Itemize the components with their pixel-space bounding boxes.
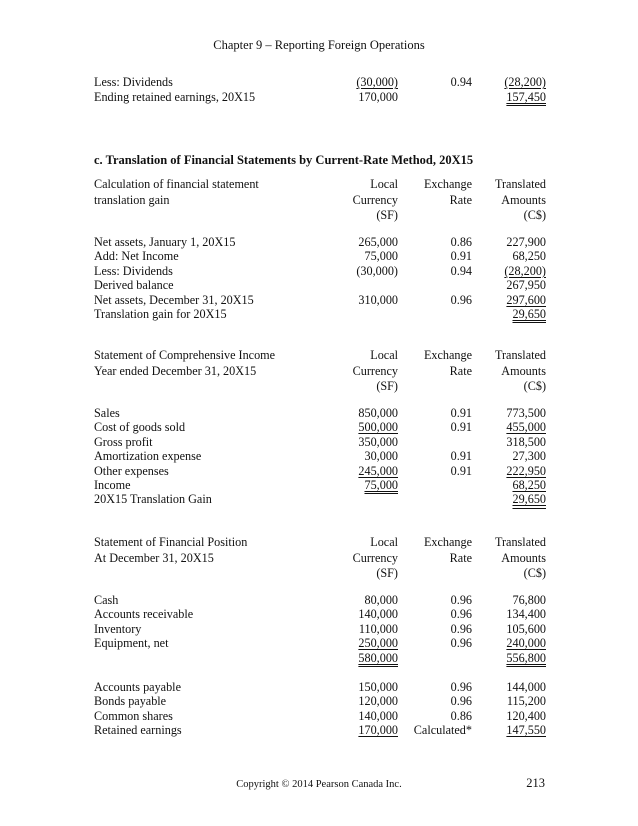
- exchange-rate-cell: 0.91: [450, 449, 472, 464]
- table-row: [94, 235, 546, 249]
- table-row: [94, 709, 546, 723]
- translated-amount-cell: Translated: [494, 177, 546, 191]
- table-row: [94, 607, 546, 621]
- translated-amount-cell: 227,900: [506, 235, 546, 249]
- table-row: [94, 593, 546, 607]
- translated-amount-cell: Amounts: [501, 363, 546, 378]
- translated-amount-cell: 773,500: [506, 406, 546, 420]
- local-currency-cell: 30,000: [364, 449, 398, 464]
- table-row: [94, 379, 546, 393]
- table-row: [94, 566, 546, 580]
- table-row: [94, 249, 546, 263]
- row-label: Bonds payable: [94, 694, 167, 709]
- row-label: translation gain: [94, 192, 170, 207]
- row-label: Income: [94, 478, 131, 492]
- translated-amount-cell: 147,550: [506, 723, 546, 738]
- local-currency-cell: 245,000: [358, 463, 398, 478]
- row-label: Net assets, January 1, 20X15: [94, 235, 236, 249]
- translated-amount-cell: 318,500: [506, 434, 546, 449]
- table-row: [94, 651, 546, 665]
- row-label: Cash: [94, 593, 119, 607]
- table-row: [94, 535, 546, 549]
- local-currency-cell: 580,000: [358, 650, 398, 665]
- exchange-rate-cell: 0.86: [450, 235, 472, 249]
- table-row: [94, 177, 546, 191]
- row-label: Common shares: [94, 708, 173, 723]
- translated-amount-cell: 267,950: [506, 278, 546, 293]
- translated-amount-cell: 29,650: [512, 492, 546, 507]
- table-row: [94, 449, 546, 463]
- local-currency-cell: (30,000): [356, 75, 398, 89]
- section-c-title: c. Translation of Financial Statements by Current-Rate Method, 20X15: [94, 153, 474, 167]
- exchange-rate-cell: 0.96: [450, 636, 472, 651]
- exchange-rate-cell: 0.96: [450, 607, 472, 622]
- row-label: Ending retained earnings, 20X15: [94, 90, 256, 104]
- local-currency-cell: 265,000: [358, 235, 398, 249]
- row-label: Equipment, net: [94, 636, 169, 651]
- translated-amount-cell: (28,200): [504, 75, 546, 89]
- local-currency-cell: 170,000: [358, 90, 398, 104]
- table-row: [94, 694, 546, 708]
- translated-amount-cell: 222,950: [506, 463, 546, 478]
- table-row: [94, 420, 546, 434]
- exchange-rate-cell: 0.96: [450, 593, 472, 607]
- exchange-rate-cell: 0.91: [450, 420, 472, 435]
- table-row: [94, 307, 546, 321]
- row-label: Less: Dividends: [94, 263, 173, 278]
- table-row: [94, 90, 546, 104]
- exchange-rate-cell: 0.96: [450, 292, 472, 307]
- translated-amount-cell: (28,200): [504, 263, 546, 278]
- translated-amount-cell: 144,000: [506, 680, 546, 694]
- exchange-rate-cell: 0.91: [450, 463, 472, 478]
- table-row: [94, 723, 546, 737]
- table-row: [94, 435, 546, 449]
- local-currency-cell: 120,000: [358, 694, 398, 709]
- translated-amount-cell: 455,000: [506, 420, 546, 435]
- local-currency-cell: Local: [370, 177, 398, 191]
- translated-amount-cell: 76,800: [512, 593, 546, 607]
- exchange-rate-cell: Calculated*: [413, 723, 472, 738]
- exchange-rate-cell: Rate: [449, 550, 472, 565]
- translated-amount-cell: Amounts: [501, 192, 546, 207]
- table-row: [94, 348, 546, 362]
- page-number: 213: [526, 776, 545, 790]
- row-label: Less: Dividends: [94, 75, 173, 89]
- translated-amount-cell: (C$): [523, 566, 546, 580]
- row-label: Amortization expense: [94, 449, 202, 464]
- table-row: [94, 264, 546, 278]
- row-label: Net assets, December 31, 20X15: [94, 292, 254, 307]
- local-currency-cell: Local: [370, 535, 398, 549]
- local-currency-cell: 350,000: [358, 434, 398, 449]
- row-label: Year ended December 31, 20X15: [94, 363, 257, 378]
- row-label: Translation gain for 20X15: [94, 307, 227, 321]
- table-row: [94, 622, 546, 636]
- table-row: [94, 680, 546, 694]
- local-currency-cell: (30,000): [356, 263, 398, 278]
- translated-amount-cell: 115,200: [506, 694, 546, 709]
- table-row: [94, 551, 546, 565]
- translated-amount-cell: (C$): [523, 208, 546, 222]
- row-label: Gross profit: [94, 434, 153, 449]
- translated-amount-cell: 240,000: [506, 636, 546, 651]
- translated-amount-cell: 120,400: [506, 708, 546, 723]
- local-currency-cell: Currency: [352, 550, 398, 565]
- row-label: Statement of Comprehensive Income: [94, 348, 276, 362]
- table-row: [94, 478, 546, 492]
- row-label: Calculation of financial statement: [94, 177, 259, 191]
- translated-amount-cell: Translated: [494, 348, 546, 362]
- translated-amount-cell: 105,600: [506, 621, 546, 636]
- exchange-rate-cell: 0.86: [450, 708, 472, 723]
- table-row: [94, 406, 546, 420]
- translated-amount-cell: 68,250: [512, 478, 546, 492]
- exchange-rate-cell: 0.94: [450, 263, 472, 278]
- local-currency-cell: 110,000: [358, 621, 398, 636]
- table-row: [94, 636, 546, 650]
- row-label: Cost of goods sold: [94, 420, 186, 435]
- table-row: [94, 208, 546, 222]
- row-label: Accounts receivable: [94, 607, 194, 622]
- row-label: Inventory: [94, 621, 142, 636]
- local-currency-cell: (SF): [376, 208, 398, 222]
- translated-amount-cell: 29,650: [512, 307, 546, 321]
- table-row: [94, 293, 546, 307]
- local-currency-cell: 310,000: [358, 292, 398, 307]
- translated-amount-cell: Amounts: [501, 550, 546, 565]
- row-label: At December 31, 20X15: [94, 550, 214, 565]
- row-label: 20X15 Translation Gain: [94, 492, 212, 507]
- local-currency-cell: 75,000: [364, 249, 398, 264]
- local-currency-cell: Currency: [352, 192, 398, 207]
- translated-amount-cell: 157,450: [506, 90, 546, 104]
- local-currency-cell: 500,000: [358, 420, 398, 435]
- exchange-rate-cell: 0.96: [450, 694, 472, 709]
- row-label: Statement of Financial Position: [94, 535, 248, 549]
- local-currency-cell: 850,000: [358, 406, 398, 420]
- local-currency-cell: 140,000: [358, 708, 398, 723]
- translated-amount-cell: 134,400: [506, 607, 546, 622]
- table-row: [94, 364, 546, 378]
- translated-amount-cell: Translated: [494, 535, 546, 549]
- translated-amount-cell: 556,800: [506, 650, 546, 665]
- exchange-rate-cell: 0.91: [450, 249, 472, 264]
- local-currency-cell: 250,000: [358, 636, 398, 651]
- translated-amount-cell: (C$): [523, 379, 546, 393]
- local-currency-cell: 140,000: [358, 607, 398, 622]
- translated-amount-cell: 297,600: [506, 292, 546, 307]
- local-currency-cell: 75,000: [364, 478, 398, 492]
- exchange-rate-cell: Rate: [449, 192, 472, 207]
- table-row: [94, 193, 546, 207]
- local-currency-cell: 170,000: [358, 723, 398, 738]
- local-currency-cell: Currency: [352, 363, 398, 378]
- row-label: Add: Net Income: [94, 249, 179, 264]
- exchange-rate-cell: 0.91: [450, 406, 472, 420]
- local-currency-cell: 150,000: [358, 680, 398, 694]
- row-label: Derived balance: [94, 278, 174, 293]
- exchange-rate-cell: Exchange: [423, 535, 472, 549]
- exchange-rate-cell: Rate: [449, 363, 472, 378]
- row-label: Other expenses: [94, 463, 169, 478]
- local-currency-cell: Local: [370, 348, 398, 362]
- exchange-rate-cell: Exchange: [423, 177, 472, 191]
- table-row: [94, 278, 546, 292]
- row-label: Retained earnings: [94, 723, 182, 738]
- translated-amount-cell: 27,300: [512, 449, 546, 464]
- page-header: Chapter 9 – Reporting Foreign Operations: [213, 38, 425, 52]
- table-row: [94, 75, 546, 89]
- local-currency-cell: (SF): [376, 566, 398, 580]
- exchange-rate-cell: 0.94: [450, 75, 472, 89]
- row-label: Sales: [94, 406, 120, 420]
- table-row: [94, 464, 546, 478]
- table-row: [94, 492, 546, 506]
- translated-amount-cell: 68,250: [512, 249, 546, 264]
- local-currency-cell: 80,000: [364, 593, 398, 607]
- row-label: Accounts payable: [94, 680, 181, 694]
- exchange-rate-cell: Exchange: [423, 348, 472, 362]
- local-currency-cell: (SF): [376, 379, 398, 393]
- copyright-notice: Copyright © 2014 Pearson Canada Inc.: [236, 779, 402, 790]
- exchange-rate-cell: 0.96: [450, 621, 472, 636]
- exchange-rate-cell: 0.96: [450, 680, 472, 694]
